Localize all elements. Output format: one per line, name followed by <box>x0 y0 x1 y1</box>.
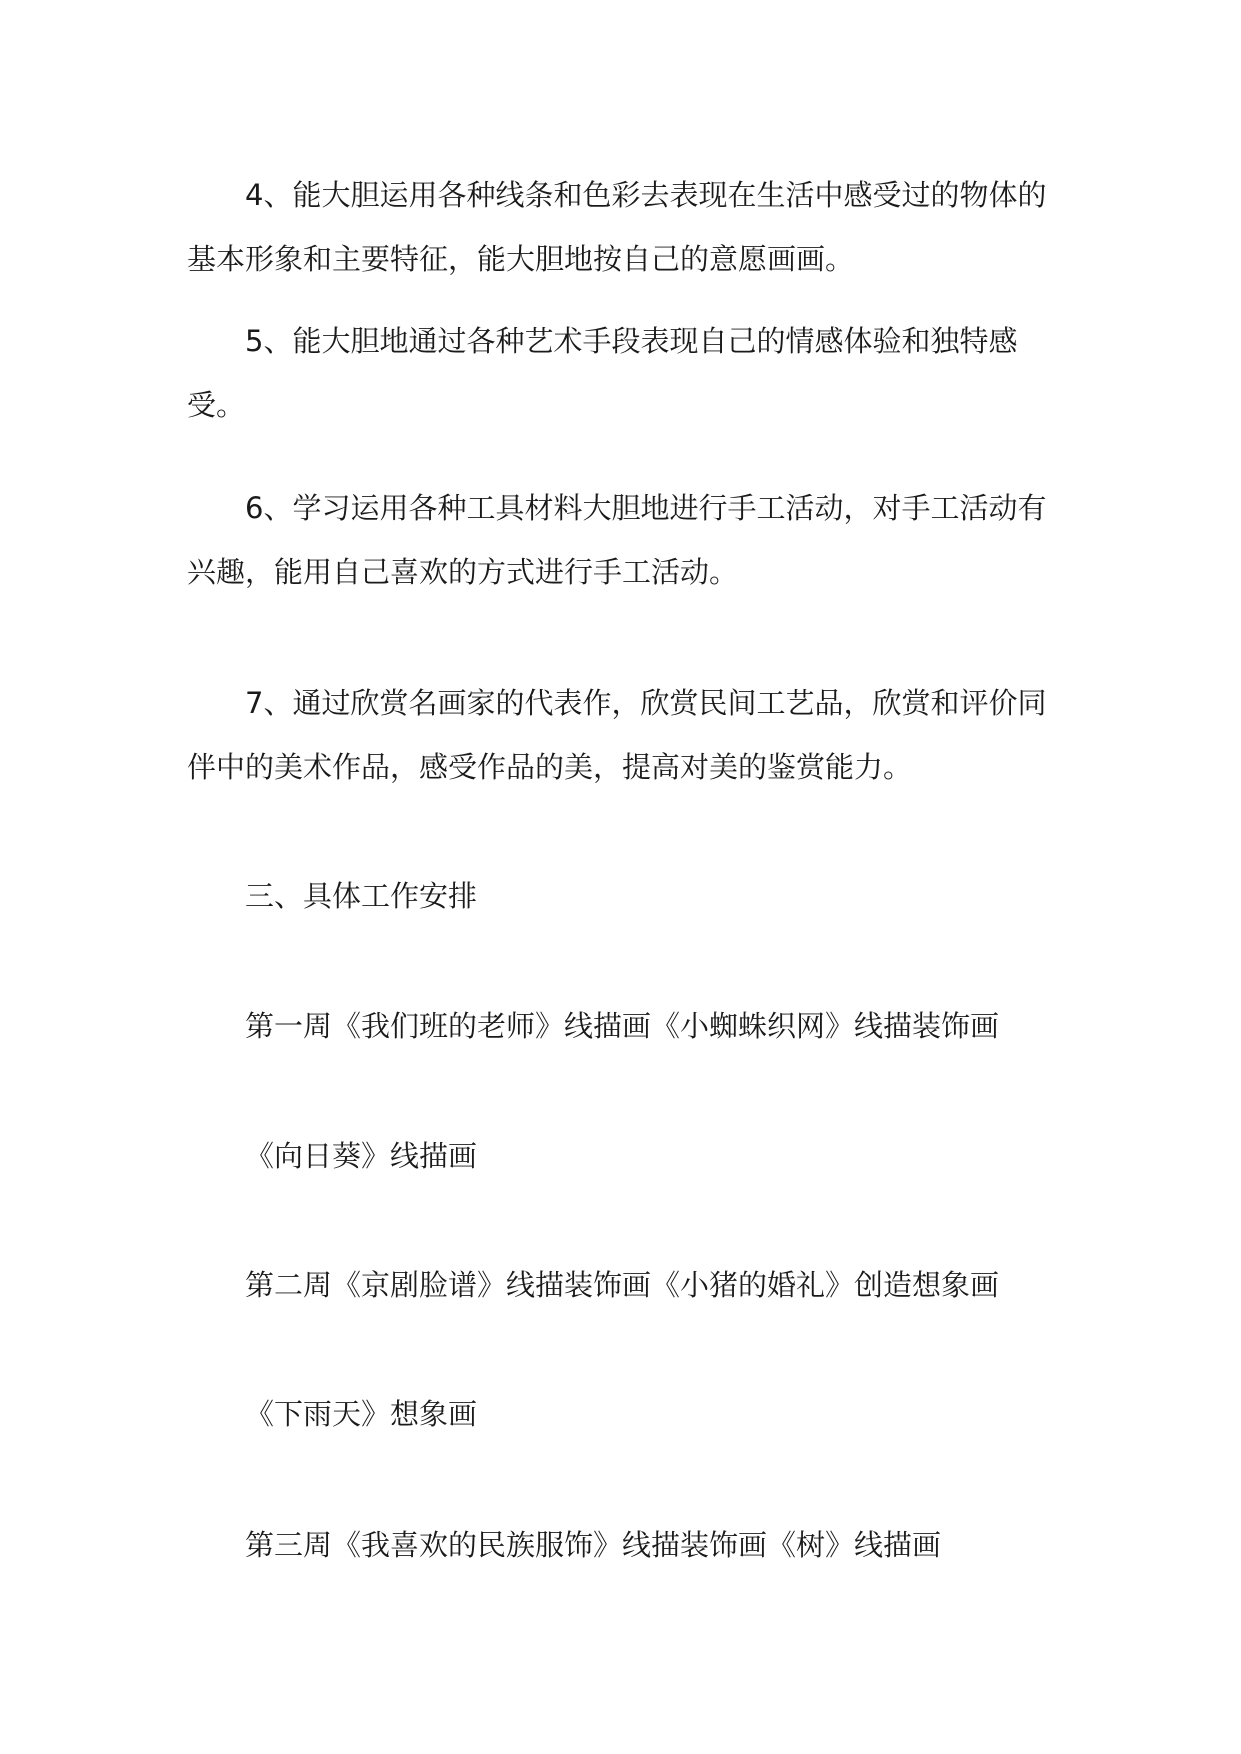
paragraph-item-7: 7、通过欣赏名画家的代表作，欣赏民间工艺品，欣赏和评价同伴中的美术作品，感受作品的美，提高对美的鉴赏能力。 <box>187 686 1047 784</box>
schedule-week-2-continued: 《下雨天》想象画 <box>245 1397 478 1431</box>
paragraph-item-5: 5、能大胆地通过各种艺术手段表现自己的情感体验和独特感受。 <box>187 324 1018 422</box>
schedule-week-1-continued: 《向日葵》线描画 <box>245 1139 478 1173</box>
section-heading: 三、具体工作安排 <box>245 879 478 913</box>
schedule-week-3: 第三周《我喜欢的民族服饰》线描装饰画《树》线描画 <box>245 1528 942 1562</box>
paragraph-item-6: 6、学习运用各种工具材料大胆地进行手工活动，对手工活动有兴趣，能用自己喜欢的方式进行手工活动。 <box>187 491 1047 589</box>
schedule-week-2: 第二周《京剧脸谱》线描装饰画《小猪的婚礼》创造想象画 <box>245 1268 1000 1302</box>
schedule-week-1: 第一周《我们班的老师》线描画《小蜘蛛织网》线描装饰画 <box>245 1009 1000 1043</box>
paragraph-item-4: 4、能大胆运用各种线条和色彩去表现在生活中感受过的物体的基本形象和主要特征，能大胆地按自己的意愿画画。 <box>187 178 1047 276</box>
